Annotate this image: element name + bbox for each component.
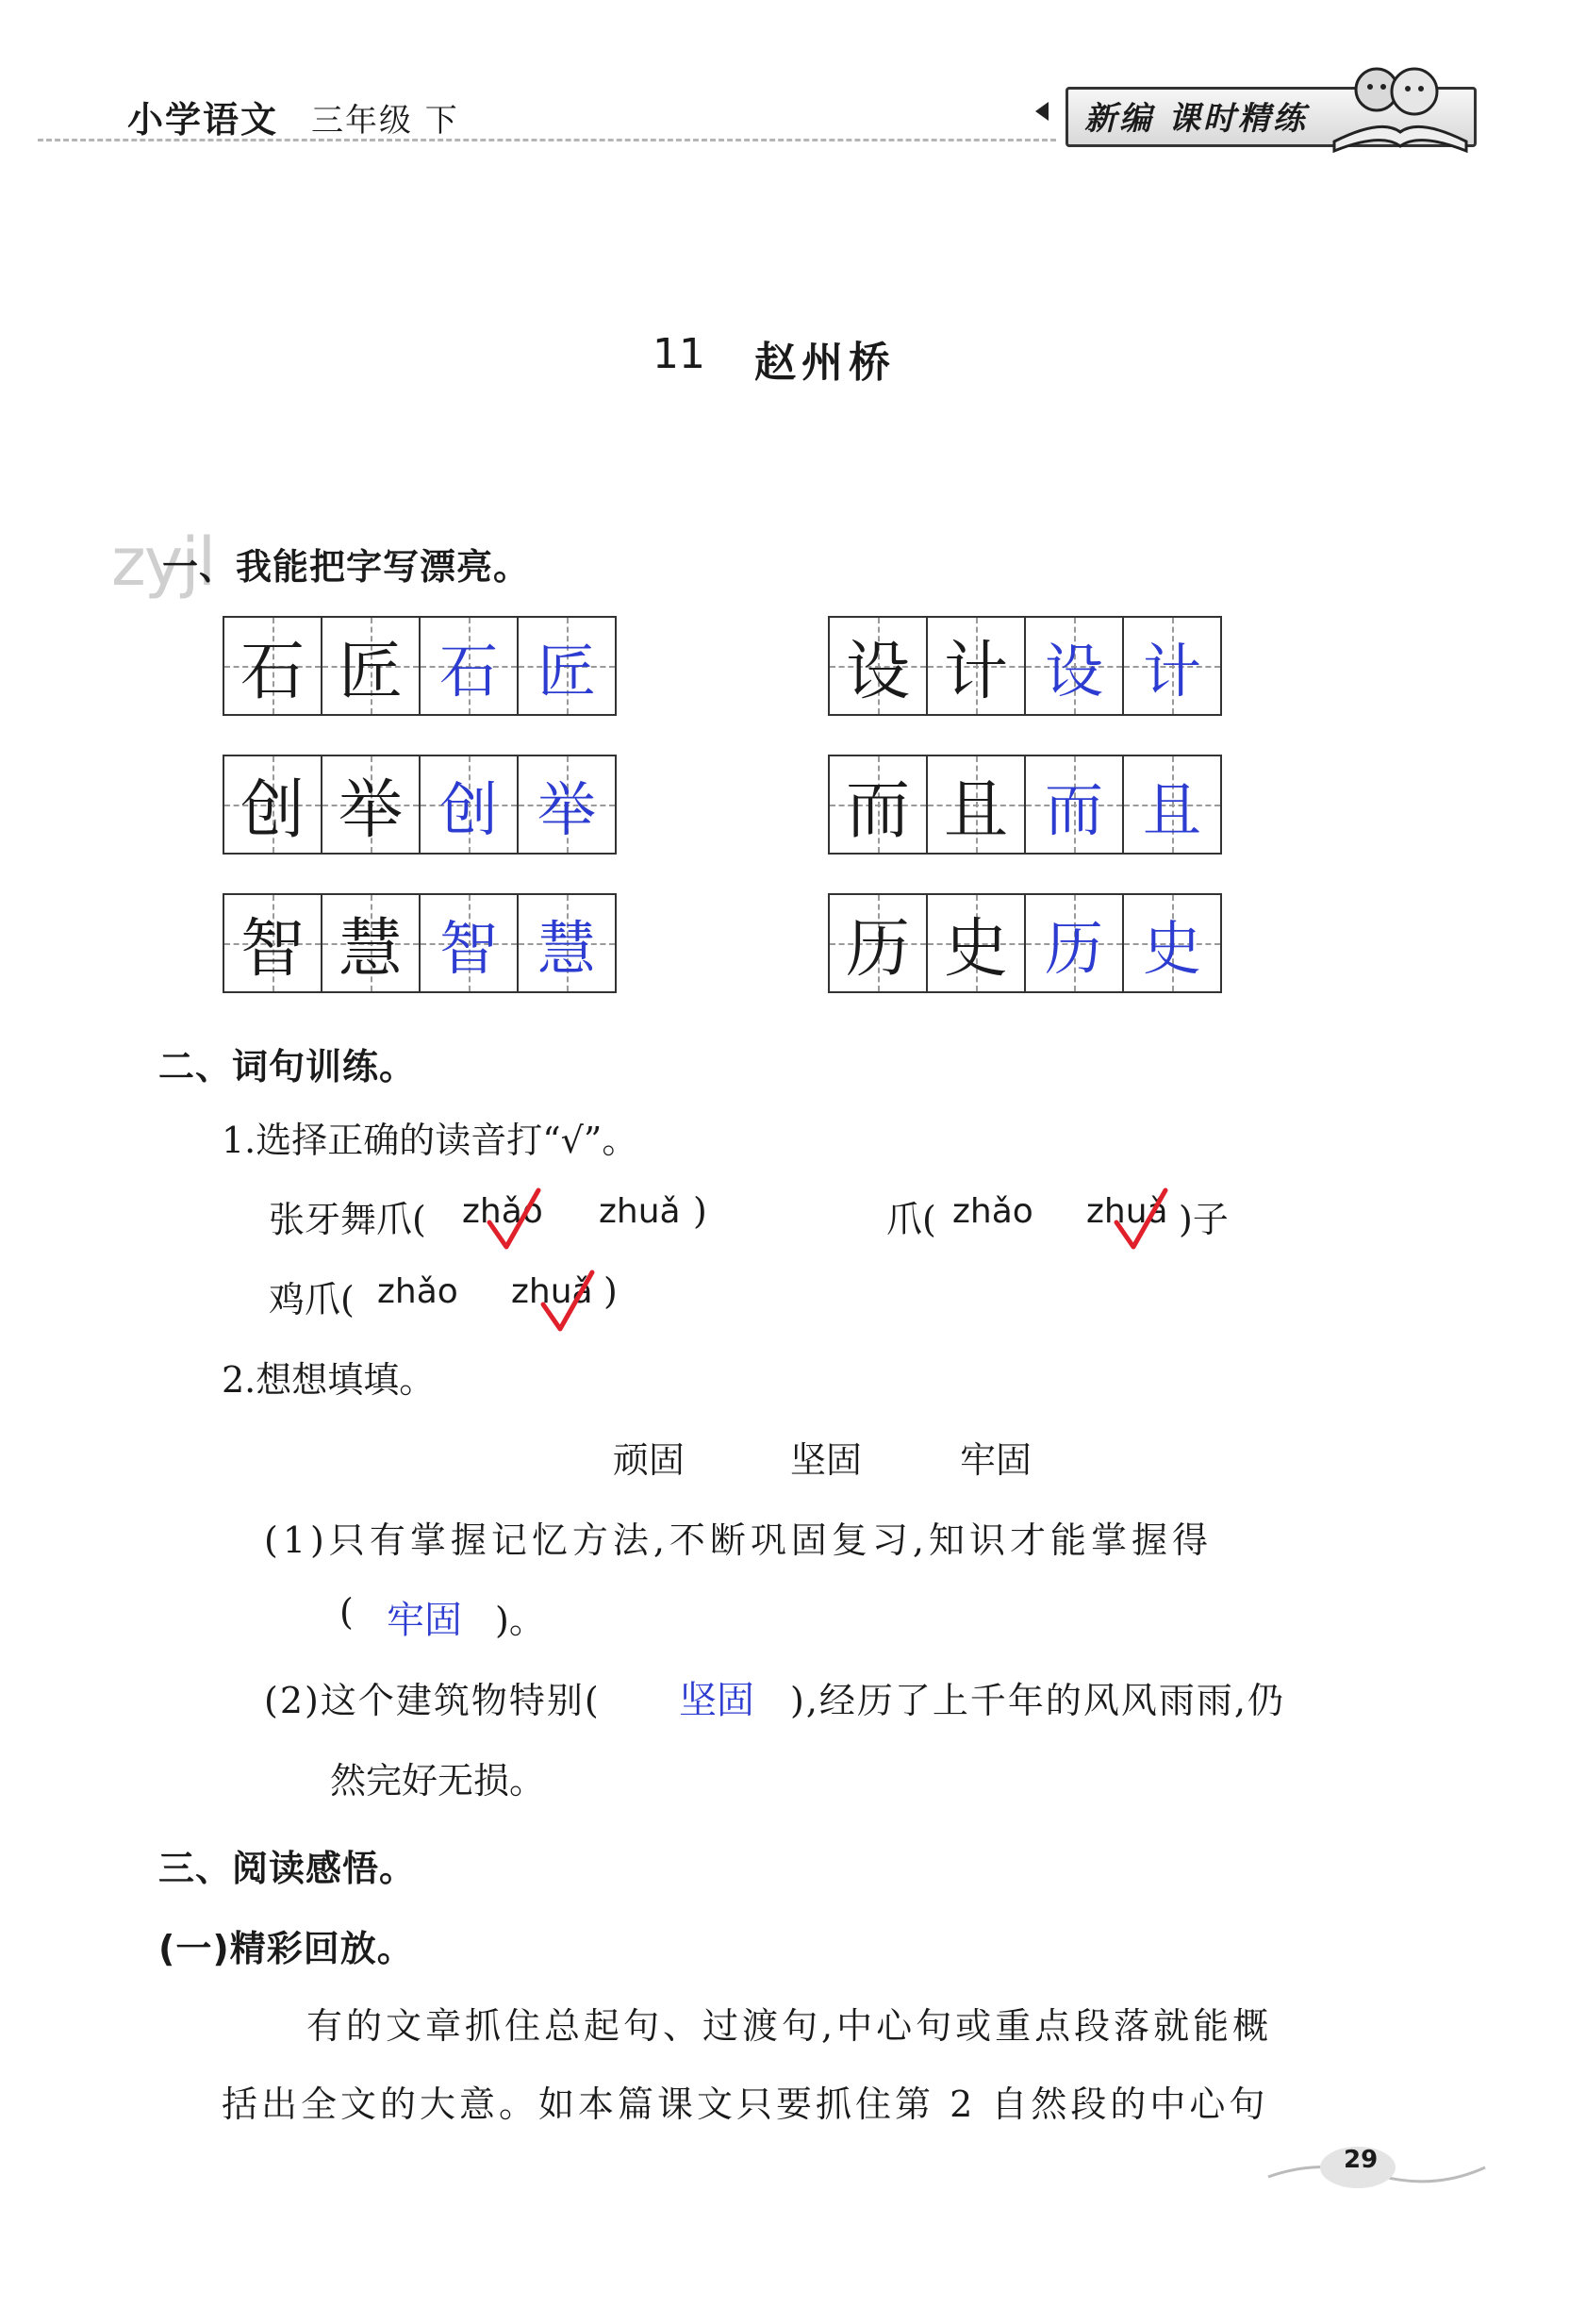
model-char: 举 xyxy=(338,772,403,848)
pinyin-option-zhao[interactable]: zhǎo xyxy=(952,1192,1033,1231)
grid-cell xyxy=(1024,895,1122,991)
pinyin-option-zhao[interactable]: zhǎo xyxy=(377,1272,458,1311)
sentence-2-line-1b: ),经历了上千年的风风雨雨,仍 xyxy=(790,1680,1285,1721)
grid-cell xyxy=(517,618,615,714)
lesson-title: 赵州桥 xyxy=(754,339,896,387)
sentence-2-answer[interactable]: 坚固 xyxy=(679,1679,754,1722)
pinyin-item-3-word: 鸡爪( xyxy=(269,1279,355,1320)
grid-cell xyxy=(321,618,419,714)
grid-cell xyxy=(224,895,321,991)
lesson-number: 11 xyxy=(653,330,705,378)
grid-cell xyxy=(830,756,926,853)
written-char: 而 xyxy=(1044,774,1103,844)
grid-cell xyxy=(419,618,517,714)
header-subject: 小学语文 xyxy=(127,99,279,141)
char-grid-4 xyxy=(828,755,1222,855)
header-divider xyxy=(38,139,1056,141)
written-char: 智 xyxy=(438,913,498,983)
char-grid-2 xyxy=(828,616,1222,716)
sentence-1-answer[interactable]: 牢固 xyxy=(387,1599,462,1642)
header-grade: 三年级 下 xyxy=(311,102,459,140)
subsection-heading: (一)精彩回放。 xyxy=(158,1928,414,1969)
sentence-1-open-paren: ( xyxy=(339,1591,354,1633)
page-number: 29 xyxy=(1344,2146,1379,2174)
grid-cell xyxy=(1122,756,1220,853)
grid-cell xyxy=(830,895,926,991)
written-char: 史 xyxy=(1142,913,1201,983)
grid-cell xyxy=(321,895,419,991)
model-char: 匠 xyxy=(338,634,403,709)
checkmark-icon xyxy=(486,1187,542,1253)
watermark: zyjl xyxy=(111,523,215,601)
word-option: 牢固 xyxy=(960,1439,1033,1481)
sentence-1-close-paren: )。 xyxy=(495,1600,545,1641)
grid-cell xyxy=(224,618,321,714)
written-char: 石 xyxy=(438,636,498,706)
header-brand: 新编 课时精练 xyxy=(1084,100,1308,138)
grid-cell xyxy=(1122,618,1220,714)
sentence-1-line-1: (1)只有掌握记忆方法,不断巩固复习,知识才能掌握得 xyxy=(264,1519,1213,1561)
written-char: 且 xyxy=(1142,774,1201,844)
model-char: 史 xyxy=(943,911,1008,987)
triangle-left-icon xyxy=(1035,102,1049,121)
char-grid-3 xyxy=(223,755,617,855)
grid-cell xyxy=(224,756,321,853)
grid-cell xyxy=(926,895,1024,991)
grid-cell xyxy=(321,756,419,853)
written-char: 匠 xyxy=(537,636,596,706)
written-char: 历 xyxy=(1044,913,1103,983)
model-char: 创 xyxy=(240,772,305,848)
pinyin-item-1-close: ) xyxy=(693,1190,707,1232)
written-char: 慧 xyxy=(537,913,596,983)
paragraph-line-1: 有的文章抓住总起句、过渡句,中心句或重点段落就能概 xyxy=(306,2005,1273,2047)
sentence-2-line-1a: (2)这个建筑物特别( xyxy=(264,1680,601,1721)
pinyin-item-2-close: )子 xyxy=(1179,1199,1229,1240)
char-grid-6 xyxy=(828,893,1222,993)
model-char: 计 xyxy=(943,634,1008,709)
section-heading-2: 二、词句训练。 xyxy=(158,1046,417,1087)
char-grid-5 xyxy=(223,893,617,993)
pinyin-item-2-word: 爪( xyxy=(886,1199,936,1240)
word-option: 坚固 xyxy=(790,1439,863,1481)
grid-cell xyxy=(1122,895,1220,991)
pinyin-item-1-word: 张牙舞爪( xyxy=(269,1199,426,1240)
paragraph-line-2: 括出全文的大意。如本篇课文只要抓住第 2 自然段的中心句 xyxy=(222,2083,1269,2125)
pinyin-option-zhua[interactable]: zhuǎ xyxy=(511,1272,593,1311)
model-char: 且 xyxy=(943,772,1008,848)
pinyin-option-zhua[interactable]: zhuǎ xyxy=(1086,1192,1168,1231)
checkmark-icon xyxy=(1113,1187,1169,1253)
model-char: 历 xyxy=(845,911,910,987)
model-char: 石 xyxy=(240,634,305,709)
grid-cell xyxy=(926,618,1024,714)
grid-cell xyxy=(830,618,926,714)
question-2-prompt: 2.想想填填。 xyxy=(222,1359,436,1401)
pinyin-item-3-close: ) xyxy=(603,1270,618,1312)
book-mascot-icon xyxy=(1325,52,1476,159)
pinyin-option-zhao[interactable]: zhǎo xyxy=(462,1192,543,1231)
grid-cell xyxy=(419,756,517,853)
grid-cell xyxy=(419,895,517,991)
pinyin-option-zhua[interactable]: zhuǎ xyxy=(599,1192,681,1231)
grid-cell xyxy=(517,756,615,853)
section-heading-1: 一、我能把字写漂亮。 xyxy=(162,546,531,588)
checkmark-icon xyxy=(539,1269,596,1335)
model-char: 智 xyxy=(240,911,305,987)
written-char: 设 xyxy=(1044,636,1103,706)
written-char: 计 xyxy=(1142,636,1201,706)
model-char: 慧 xyxy=(338,911,403,987)
sentence-2-line-2: 然完好无损。 xyxy=(330,1760,546,1801)
model-char: 设 xyxy=(845,634,910,709)
grid-cell xyxy=(1024,618,1122,714)
written-char: 创 xyxy=(438,774,498,844)
grid-cell xyxy=(1024,756,1122,853)
question-1-prompt: 1.选择正确的读音打“√”。 xyxy=(222,1120,638,1161)
grid-cell xyxy=(517,895,615,991)
model-char: 而 xyxy=(845,772,910,848)
char-grid-1 xyxy=(223,616,617,716)
grid-cell xyxy=(926,756,1024,853)
written-char: 举 xyxy=(537,774,596,844)
section-heading-3: 三、阅读感悟。 xyxy=(158,1848,417,1889)
word-option: 顽固 xyxy=(613,1439,686,1481)
